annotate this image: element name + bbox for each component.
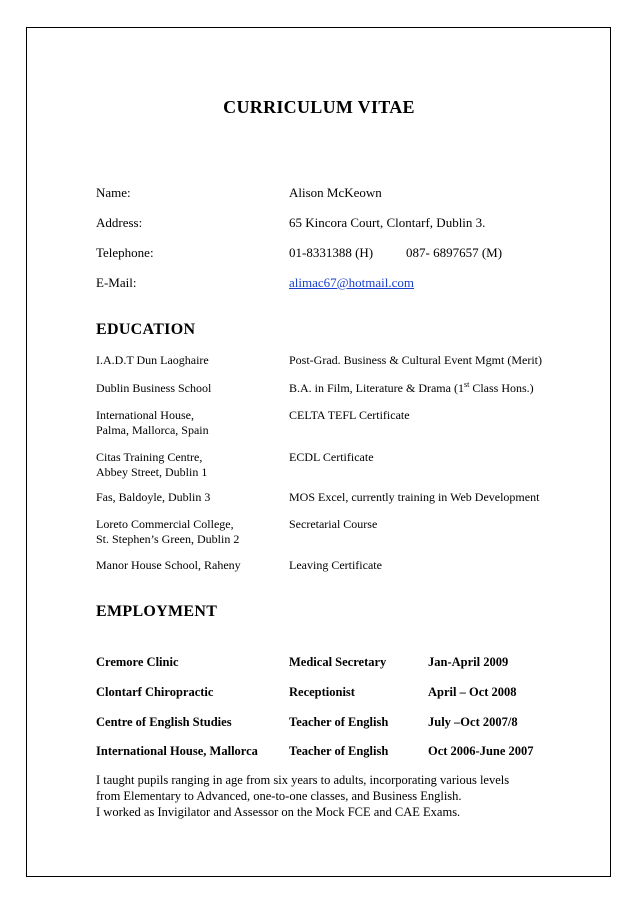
employment-description-line: I taught pupils ranging in age from six years to adults, incorporating various levels <box>96 773 510 787</box>
address-value: 65 Kincora Court, Clontarf, Dublin 3. <box>289 215 486 230</box>
education-qualification: B.A. in Film, Literature & Drama (1st Class Hons.) <box>289 380 534 395</box>
employment-role: Receptionist <box>289 685 355 699</box>
education-institution: Citas Training Centre, <box>96 450 203 464</box>
education-qualification: ECDL Certificate <box>289 450 374 464</box>
education-institution-location: Abbey Street, Dublin 1 <box>96 465 208 479</box>
employment-dates: July –Oct 2007/8 <box>428 715 518 729</box>
employment-role: Medical Secretary <box>289 655 387 669</box>
employment-employer: International House, Mallorca <box>96 744 258 758</box>
education-qualification: Post-Grad. Business & Cultural Event Mgmt (Merit) <box>289 353 542 367</box>
education-qualification: MOS Excel, currently training in Web Development <box>289 490 540 504</box>
name-value: Alison McKeown <box>289 185 382 200</box>
employment-employer: Cremore Clinic <box>96 655 179 669</box>
email-link[interactable]: alimac67@hotmail.com <box>289 275 414 290</box>
employment-heading: EMPLOYMENT <box>96 603 218 620</box>
telephone-home: 01-8331388 (H) <box>289 245 374 260</box>
education-institution-location: Palma, Mallorca, Spain <box>96 423 209 437</box>
education-qualification: Secretarial Course <box>289 517 378 531</box>
employment-role: Teacher of English <box>289 744 389 758</box>
education-institution: International House, <box>96 408 194 422</box>
education-qualification: CELTA TEFL Certificate <box>289 408 410 422</box>
address-label: Address: <box>96 215 143 230</box>
telephone-mobile: 087- 6897657 (M) <box>406 245 503 260</box>
education-institution: Loreto Commercial College, <box>96 517 234 531</box>
page-title: CURRICULUM VITAE <box>223 97 415 117</box>
employment-employer: Centre of English Studies <box>96 715 232 729</box>
education-heading: EDUCATION <box>96 321 196 338</box>
name-label: Name: <box>96 185 131 200</box>
telephone-label: Telephone: <box>96 245 154 260</box>
education-qualification: Leaving Certificate <box>289 558 382 572</box>
employment-dates: April – Oct 2008 <box>428 685 517 699</box>
education-institution-location: St. Stephen’s Green, Dublin 2 <box>96 532 240 546</box>
employment-description-line: I worked as Invigilator and Assessor on the Mock FCE and CAE Exams. <box>96 805 461 819</box>
employment-employer: Clontarf Chiropractic <box>96 685 214 699</box>
education-institution: Fas, Baldoyle, Dublin 3 <box>96 490 211 504</box>
employment-description-line: from Elementary to Advanced, one-to-one classes, and Business English. <box>96 789 462 803</box>
education-institution: I.A.D.T Dun Laoghaire <box>96 353 209 367</box>
education-institution: Dublin Business School <box>96 381 212 395</box>
employment-dates: Oct 2006-June 2007 <box>428 744 534 758</box>
employment-role: Teacher of English <box>289 715 389 729</box>
email-label: E-Mail: <box>96 275 137 290</box>
employment-dates: Jan-April 2009 <box>428 655 509 669</box>
employment-description <box>96 772 536 820</box>
education-institution: Manor House School, Raheny <box>96 558 241 572</box>
